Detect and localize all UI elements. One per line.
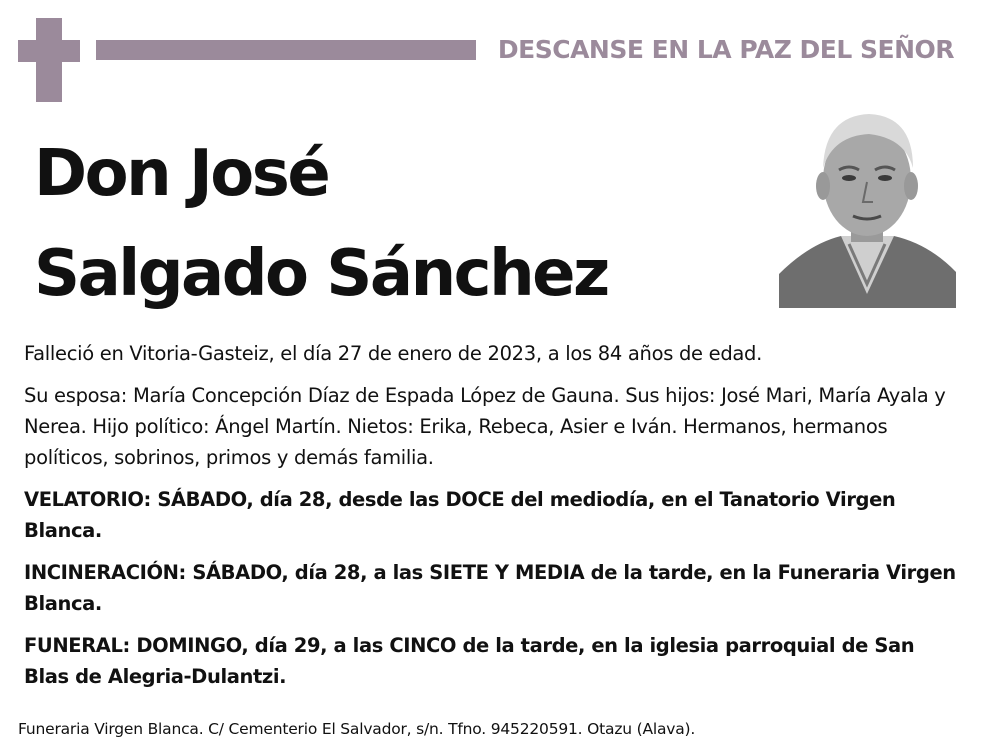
incineracion-paragraph: INCINERACIÓN: SÁBADO, día 28, a las SIETE Y MEDIA de la tarde, en la Funeraria Virgen Blanca. <box>24 561 956 615</box>
funeral-home-footer: Funeraria Virgen Blanca. C/ Cementerio El Salvador, s/n. Tfno. 945220591. Otazu (Alava). <box>18 720 696 738</box>
cross-icon-crossbar <box>18 40 80 62</box>
death-notice-paragraph: Falleció en Vitoria-Gasteiz, el día 27 de enero de 2023, a los 84 años de edad. <box>24 342 763 365</box>
deceased-name-line2: Salgado Sánchez <box>34 237 608 311</box>
epitaph-heading: DESCANSE EN LA PAZ DEL SEÑOR <box>497 35 954 64</box>
portrait-photo <box>779 104 956 308</box>
velatorio-paragraph: VELATORIO: SÁBADO, día 28, desde las DOCE del mediodía, en el Tanatorio Virgen Blanca. <box>24 488 896 542</box>
deceased-name-line1: Don José <box>34 137 329 211</box>
funeral-paragraph: FUNERAL: DOMINGO, día 29, a las CINCO de la tarde, en la iglesia parroquial de San Blas de Alegria-Dulantzi. <box>24 634 915 688</box>
family-paragraph: Su esposa: María Concepción Díaz de Espada López de Gauna. Sus hijos: José Mari, María Ayala y Nerea. Hijo político: Ángel Martín. Nietos: Erika, Rebeca, Asier e Iván. Hermanos, hermanos políticos, sobrinos, primos y demás familia. <box>24 384 946 469</box>
header-rule <box>96 40 476 60</box>
